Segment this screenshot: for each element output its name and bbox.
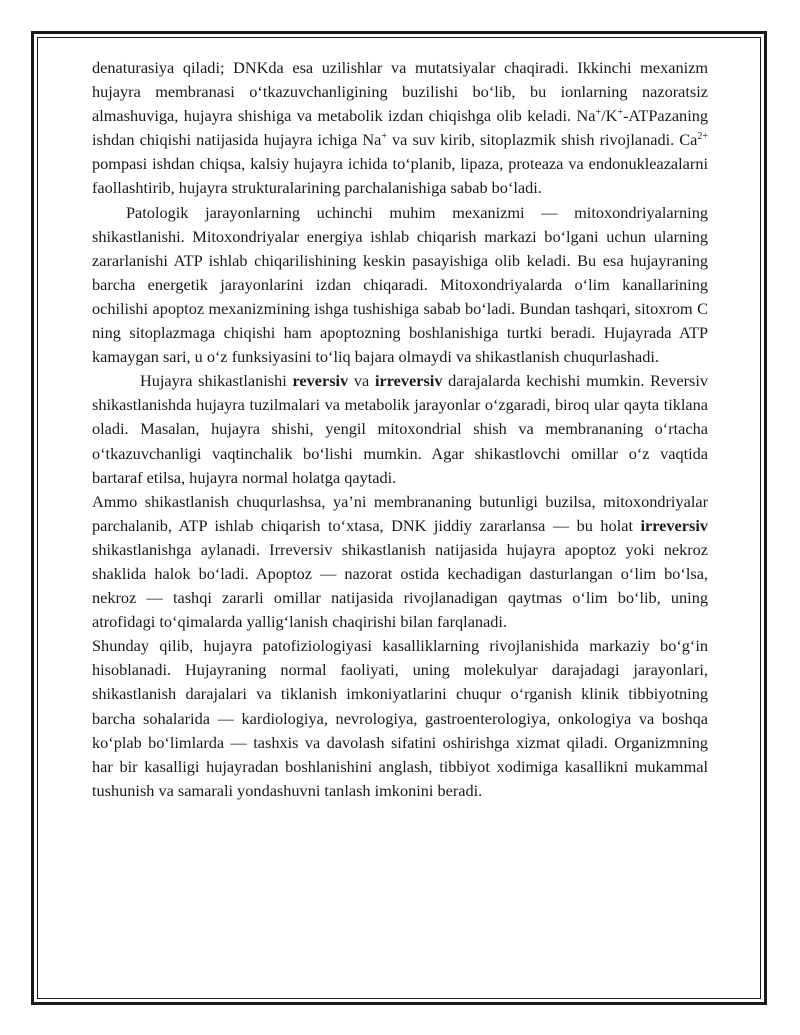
paragraph-ion-mechanism: denaturasiya qiladi; DNKda esa uzilishlar va mutatsiyalar chaqiradi. Ikkinchi mexanizm hujayra membranasi o‘tkazuvchanligining buzilishi bo‘lib, bu ionlarning nazoratsiz almashuviga, hujayra shishiga va metabolik izdan chiqishga olib keladi. Na+/K+-ATPazaning ishdan chiqishi natijasida hujayra ichiga Na+ va suv kirib, sitoplazmik shish rivojlanadi. $Ca^{2+}$ pompasi ishdan chiqsa, kalsiy hujayra ichida to‘planib, lipaza, proteaza va endonukleazalarni faollashtirib, hujayra strukturalarining parchalanishiga sabab bo‘ladi.	[92, 58, 708, 198]
superscript: +	[595, 107, 602, 119]
document-body	[92, 56, 708, 803]
bold-term-irreversiv: irreversiv	[374, 371, 443, 391]
bold-term-irreversiv: irreversiv	[640, 515, 708, 535]
superscript: +	[381, 131, 387, 143]
superscript: +	[617, 107, 623, 119]
paragraph-conclusion: Shunday qilib, hujayra patofiziologiyasi kasalliklarning rivojlanishida markaziy bo‘g‘in hisoblanadi. Hujayraning normal faoliyati, uning molekulyar darajadagi jarayonlari, shikastlanish darajalari va tiklanish imkoniyatlarini chuqur o‘rganish klinik tibbiyotning barcha sohalarida — kardiologiya, nevrologiya, gastroenterologiya, onkologiya va boshqa ko‘plab bo‘limlarda — tashxis va davolash sifatini oshirishga xizmat qiladi. Organizmning har bir kasalligi hujayradan boshlanishini anglash, tibbiyot xodimiga kasallikni mukammal tushunish va samarali yondashuvni tanlash imkonini beradi.	[92, 636, 708, 800]
paragraph-reversible-injury: Hujayra shikastlanishi reversiv va irreversiv darajalarda kechishi mumkin. Reversiv shikastlanishda hujayra tuzilmalari va metabolik jarayonlar o‘zgaradi, biroq ular qayta tiklana oladi. Masalan, hujayra shishi, yengil mitoxondrial shish va membrananing o‘rtacha o‘tkazuvchanligi vaqtinchalik bo‘lishi mumkin. Agar shikastlovchi omillar o‘z vaqtida bartaraf etilsa, hujayra normal holatga qaytadi.	[92, 371, 709, 487]
paragraph-irreversible-injury: Ammo shikastlanish chuqurlashsa, ya’ni membrananing butunligi buzilsa, mitoxondriyalar parchalanib, ATP ishlab chiqarish to‘xtasa, DNK jiddiy zararlansa — bu holat irreversiv shikastlanishga aylanadi. Irreversiv shikastlanish natijasida hujayra apoptoz yoki nekroz shaklida halok bo‘ladi. Apoptoz — nazorat ostida kechadigan dasturlangan o‘lim bo‘lsa, nekroz — tashqi zararli omillar natijasida rivojlanadigan qaytmas o‘lim bo‘lib, uning atrofidagi to‘qimalarda yallig‘lanish chaqirishi bilan farqlanadi.	[92, 491, 708, 632]
superscript: 2+	[697, 131, 708, 143]
paragraph-mitochondria: Patologik jarayonlarning uchinchi muhim mexanizmi — mitoxondriyalarning shikastlanishi. Mitoxondriyalar energiya ishlab chiqarish markazi bo‘lgani uchun ularning zararlanishi ATP ishlab chiqarilishining keskin pasayishiga olib keladi. Bu esa hujayraning barcha energetik jarayonlarini izdan chiqaradi. Mitoxondriyalarda o‘lim kanallarining ochilishi apoptoz mexanizmining ishga tushishiga sabab bo‘ladi. Bundan tashqari, sitoxrom C ning sitoplazmaga chiqishi ham apoptozning boshlanishiga turtki beradi. Hujayrada ATP kamaygan sari, u o‘z funksiyasini to‘liq bajara olmaydi va shikastlanish chuqurlashadi.	[92, 202, 708, 367]
bold-term-reversiv: reversiv	[292, 371, 349, 391]
